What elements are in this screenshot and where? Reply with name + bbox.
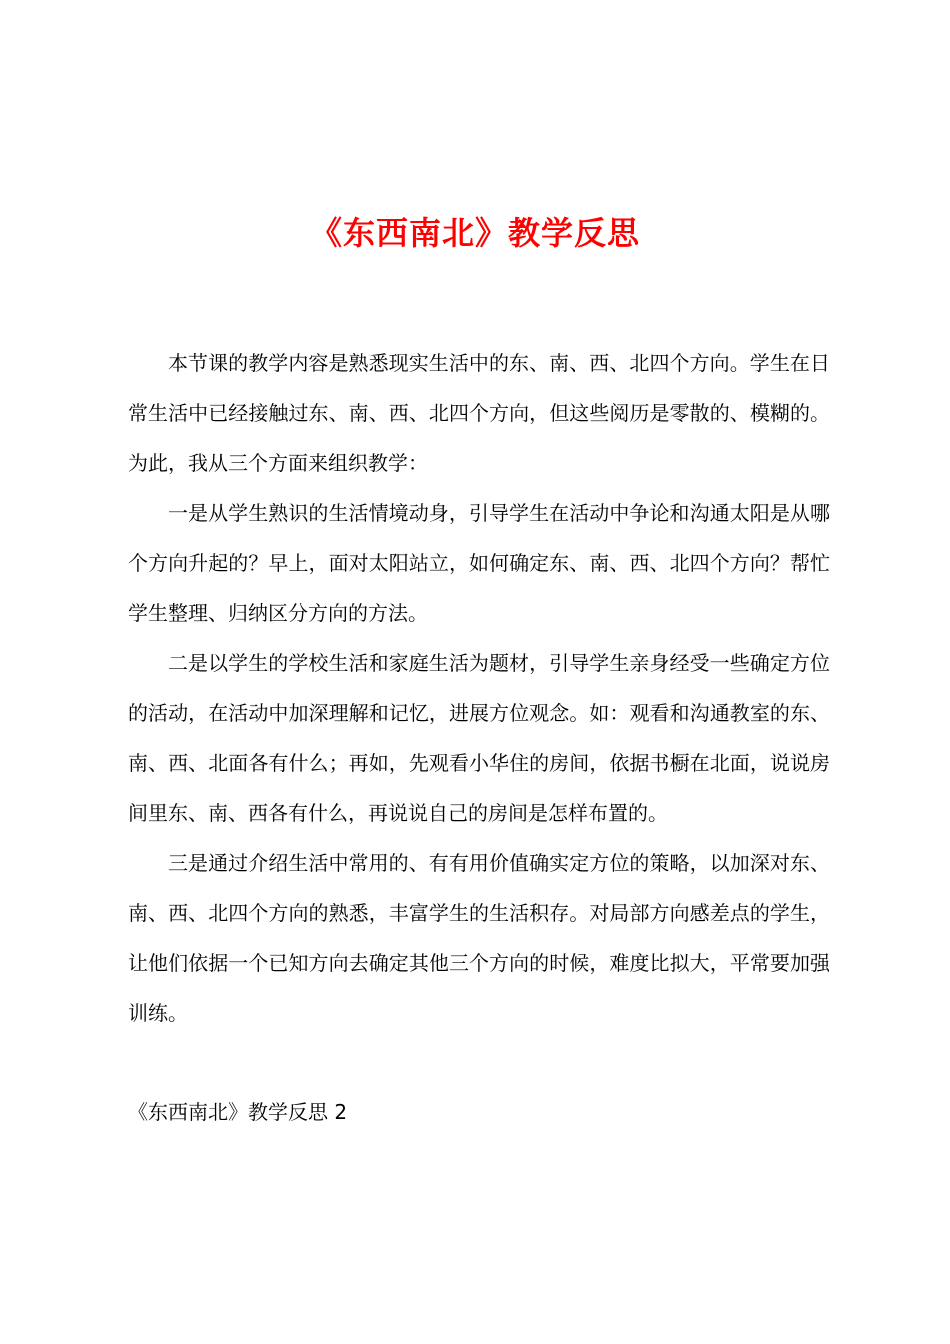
document-body (128, 338, 830, 1038)
document-title: 《东西南北》教学反思 (309, 214, 640, 252)
paragraph-intro: 本节课的教学内容是熟悉现实生活中的东、南、西、北四个方向。学生在日常生活中已经接触过东、南、西、北四个方向，但这些阅历是零散的、模糊的。为此，我从三个方面来组织教学： (128, 351, 830, 475)
paragraph-point-one: 一是从学生熟识的生活情境动身，引导学生在活动中争论和沟通太阳是从哪个方向升起的？早上，面对太阳站立，如何确定东、南、西、北四个方向？帮忙学生整理、归纳区分方向的方法。 (128, 501, 830, 625)
paragraph-point-three: 三是通过介绍生活中常用的、有有用价值确实定方位的策略，以加深对东、南、西、北四个方向的熟悉，丰富学生的生活积存。对局部方向感差点的学生，让他们依据一个已知方向去确定其他三个方向的时候，难度比拟大，平常要加强训练。 (128, 851, 830, 1025)
paragraph-point-two: 二是以学生的学校生活和家庭生活为题材，引导学生亲身经受一些确定方位的活动，在活动中加深理解和记忆，进展方位观念。如：观看和沟通教室的东、南、西、北面各有什么；再如，先观看小华住的房间，依据书橱在北面，说说房间里东、南、西各有什么，再说说自己的房间是怎样布置的。 (128, 651, 830, 825)
section-heading: 《东西南北》教学反思 2 (128, 1100, 348, 1124)
